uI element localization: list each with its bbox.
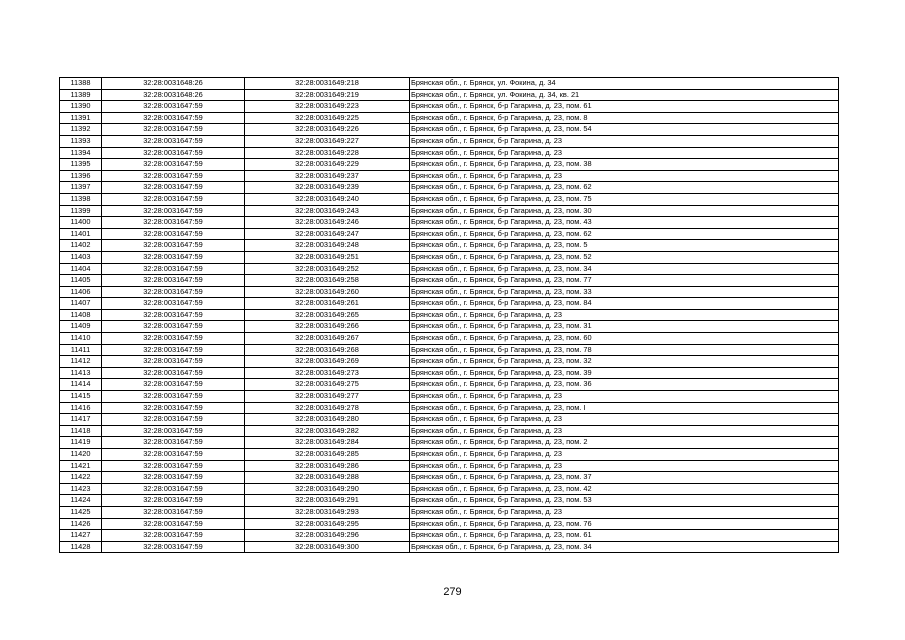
row-number-cell: 11425 <box>60 506 102 518</box>
row-number-cell: 11414 <box>60 379 102 391</box>
object-cadastral-cell: 32:28:0031649:225 <box>245 112 410 124</box>
address-cell: Брянская обл., г. Брянск, б-р Гагарина, д. 23 <box>410 449 839 461</box>
object-cadastral-cell: 32:28:0031649:296 <box>245 530 410 542</box>
address-cell: Брянская обл., г. Брянск, б-р Гагарина, д. 23, пом. 36 <box>410 379 839 391</box>
parcel-cadastral-cell: 32:28:0031647:59 <box>102 159 245 171</box>
address-cell: Брянская обл., г. Брянск, б-р Гагарина, д. 23 <box>410 506 839 518</box>
table-row <box>60 89 839 101</box>
row-number-cell: 11427 <box>60 530 102 542</box>
table-row <box>60 449 839 461</box>
address-cell: Брянская обл., г. Брянск, б-р Гагарина, д. 23, пом. 32 <box>410 356 839 368</box>
address-cell: Брянская обл., г. Брянск, б-р Гагарина, д. 23, пом. 62 <box>410 182 839 194</box>
address-cell: Брянская обл., г. Брянск, б-р Гагарина, д. 23, пом. 76 <box>410 518 839 530</box>
address-cell: Брянская обл., г. Брянск, б-р Гагарина, д. 23, пом. 61 <box>410 530 839 542</box>
parcel-cadastral-cell: 32:28:0031647:59 <box>102 228 245 240</box>
table-row <box>60 159 839 171</box>
row-number-cell: 11395 <box>60 159 102 171</box>
object-cadastral-cell: 32:28:0031649:295 <box>245 518 410 530</box>
address-cell: Брянская обл., г. Брянск, б-р Гагарина, д. 23 <box>410 147 839 159</box>
row-number-cell: 11389 <box>60 89 102 101</box>
address-cell: Брянская обл., г. Брянск, б-р Гагарина, д. 23, пом. 5 <box>410 240 839 252</box>
table-row <box>60 193 839 205</box>
object-cadastral-cell: 32:28:0031649:247 <box>245 228 410 240</box>
object-cadastral-cell: 32:28:0031649:219 <box>245 89 410 101</box>
object-cadastral-cell: 32:28:0031649:261 <box>245 298 410 310</box>
parcel-cadastral-cell: 32:28:0031647:59 <box>102 124 245 136</box>
address-cell: Брянская обл., г. Брянск, б-р Гагарина, д. 23, пом. 84 <box>410 298 839 310</box>
address-cell: Брянская обл., г. Брянск, б-р Гагарина, д. 23, пом. 31 <box>410 321 839 333</box>
object-cadastral-cell: 32:28:0031649:240 <box>245 193 410 205</box>
object-cadastral-cell: 32:28:0031649:277 <box>245 391 410 403</box>
table-row <box>60 228 839 240</box>
address-cell: Брянская обл., г. Брянск, б-р Гагарина, д. 23, пом. 34 <box>410 263 839 275</box>
parcel-cadastral-cell: 32:28:0031647:59 <box>102 379 245 391</box>
parcel-cadastral-cell: 32:28:0031647:59 <box>102 391 245 403</box>
table-row <box>60 170 839 182</box>
object-cadastral-cell: 32:28:0031649:291 <box>245 495 410 507</box>
table-row <box>60 437 839 449</box>
object-cadastral-cell: 32:28:0031649:282 <box>245 425 410 437</box>
object-cadastral-cell: 32:28:0031649:237 <box>245 170 410 182</box>
table-row <box>60 217 839 229</box>
parcel-cadastral-cell: 32:28:0031647:59 <box>102 286 245 298</box>
object-cadastral-cell: 32:28:0031649:258 <box>245 275 410 287</box>
parcel-cadastral-cell: 32:28:0031647:59 <box>102 135 245 147</box>
object-cadastral-cell: 32:28:0031649:275 <box>245 379 410 391</box>
table-row <box>60 530 839 542</box>
address-cell: Брянская обл., г. Брянск, б-р Гагарина, д. 23, пом. 33 <box>410 286 839 298</box>
table-row <box>60 263 839 275</box>
page-number: 279 <box>443 586 462 598</box>
parcel-cadastral-cell: 32:28:0031647:59 <box>102 147 245 159</box>
address-cell: Брянская обл., г. Брянск, б-р Гагарина, д. 23, пом. 39 <box>410 367 839 379</box>
row-number-cell: 11405 <box>60 275 102 287</box>
table-row <box>60 101 839 113</box>
parcel-cadastral-cell: 32:28:0031647:59 <box>102 414 245 426</box>
parcel-cadastral-cell: 32:28:0031647:59 <box>102 541 245 553</box>
row-number-cell: 11428 <box>60 541 102 553</box>
row-number-cell: 11417 <box>60 414 102 426</box>
address-cell: Брянская обл., г. Брянск, б-р Гагарина, д. 23, пом. 34 <box>410 541 839 553</box>
registry-table-body <box>60 78 839 553</box>
row-number-cell: 11396 <box>60 170 102 182</box>
parcel-cadastral-cell: 32:28:0031648:26 <box>102 89 245 101</box>
row-number-cell: 11398 <box>60 193 102 205</box>
registry-table <box>59 77 839 553</box>
address-cell: Брянская обл., г. Брянск, б-р Гагарина, д. 23 <box>410 460 839 472</box>
table-row <box>60 402 839 414</box>
object-cadastral-cell: 32:28:0031649:290 <box>245 483 410 495</box>
address-cell: Брянская обл., г. Брянск, б-р Гагарина, д. 23, пом. 2 <box>410 437 839 449</box>
row-number-cell: 11415 <box>60 391 102 403</box>
row-number-cell: 11410 <box>60 333 102 345</box>
parcel-cadastral-cell: 32:28:0031647:59 <box>102 321 245 333</box>
parcel-cadastral-cell: 32:28:0031647:59 <box>102 495 245 507</box>
address-cell: Брянская обл., г. Брянск, б-р Гагарина, д. 23, пом. 62 <box>410 228 839 240</box>
row-number-cell: 11397 <box>60 182 102 194</box>
address-cell: Брянская обл., г. Брянск, б-р Гагарина, д. 23, пом. I <box>410 402 839 414</box>
address-cell: Брянская обл., г. Брянск, б-р Гагарина, д. 23 <box>410 425 839 437</box>
table-row <box>60 541 839 553</box>
table-row <box>60 112 839 124</box>
row-number-cell: 11411 <box>60 344 102 356</box>
parcel-cadastral-cell: 32:28:0031647:59 <box>102 460 245 472</box>
address-cell: Брянская обл., г. Брянск, б-р Гагарина, д. 23, пом. 52 <box>410 251 839 263</box>
parcel-cadastral-cell: 32:28:0031647:59 <box>102 437 245 449</box>
row-number-cell: 11394 <box>60 147 102 159</box>
parcel-cadastral-cell: 32:28:0031647:59 <box>102 356 245 368</box>
table-row <box>60 135 839 147</box>
parcel-cadastral-cell: 32:28:0031647:59 <box>102 101 245 113</box>
row-number-cell: 11420 <box>60 449 102 461</box>
table-row <box>60 286 839 298</box>
object-cadastral-cell: 32:28:0031649:229 <box>245 159 410 171</box>
parcel-cadastral-cell: 32:28:0031647:59 <box>102 170 245 182</box>
parcel-cadastral-cell: 32:28:0031647:59 <box>102 205 245 217</box>
table-row <box>60 78 839 90</box>
parcel-cadastral-cell: 32:28:0031647:59 <box>102 217 245 229</box>
parcel-cadastral-cell: 32:28:0031647:59 <box>102 309 245 321</box>
table-row <box>60 240 839 252</box>
row-number-cell: 11388 <box>60 78 102 90</box>
parcel-cadastral-cell: 32:28:0031647:59 <box>102 367 245 379</box>
row-number-cell: 11404 <box>60 263 102 275</box>
object-cadastral-cell: 32:28:0031649:252 <box>245 263 410 275</box>
object-cadastral-cell: 32:28:0031649:223 <box>245 101 410 113</box>
table-row <box>60 483 839 495</box>
row-number-cell: 11408 <box>60 309 102 321</box>
table-row <box>60 391 839 403</box>
table-row <box>60 472 839 484</box>
address-cell: Брянская обл., г. Брянск, б-р Гагарина, д. 23, пом. 54 <box>410 124 839 136</box>
object-cadastral-cell: 32:28:0031649:288 <box>245 472 410 484</box>
address-cell: Брянская обл., г. Брянск, б-р Гагарина, д. 23 <box>410 309 839 321</box>
row-number-cell: 11423 <box>60 483 102 495</box>
parcel-cadastral-cell: 32:28:0031647:59 <box>102 425 245 437</box>
address-cell: Брянская обл., г. Брянск, ул. Фокина, д. 34 <box>410 78 839 90</box>
row-number-cell: 11406 <box>60 286 102 298</box>
object-cadastral-cell: 32:28:0031649:243 <box>245 205 410 217</box>
address-cell: Брянская обл., г. Брянск, б-р Гагарина, д. 23, пом. 75 <box>410 193 839 205</box>
parcel-cadastral-cell: 32:28:0031647:59 <box>102 449 245 461</box>
parcel-cadastral-cell: 32:28:0031647:59 <box>102 506 245 518</box>
table-row <box>60 309 839 321</box>
parcel-cadastral-cell: 32:28:0031647:59 <box>102 518 245 530</box>
table-row <box>60 356 839 368</box>
object-cadastral-cell: 32:28:0031649:265 <box>245 309 410 321</box>
object-cadastral-cell: 32:28:0031649:280 <box>245 414 410 426</box>
object-cadastral-cell: 32:28:0031649:228 <box>245 147 410 159</box>
parcel-cadastral-cell: 32:28:0031647:59 <box>102 182 245 194</box>
table-row <box>60 460 839 472</box>
row-number-cell: 11416 <box>60 402 102 414</box>
object-cadastral-cell: 32:28:0031649:248 <box>245 240 410 252</box>
address-cell: Брянская обл., г. Брянск, б-р Гагарина, д. 23 <box>410 135 839 147</box>
object-cadastral-cell: 32:28:0031649:267 <box>245 333 410 345</box>
parcel-cadastral-cell: 32:28:0031647:59 <box>102 263 245 275</box>
address-cell: Брянская обл., г. Брянск, б-р Гагарина, д. 23, пом. 30 <box>410 205 839 217</box>
row-number-cell: 11391 <box>60 112 102 124</box>
table-row <box>60 414 839 426</box>
parcel-cadastral-cell: 32:28:0031647:59 <box>102 402 245 414</box>
parcel-cadastral-cell: 32:28:0031647:59 <box>102 275 245 287</box>
object-cadastral-cell: 32:28:0031649:260 <box>245 286 410 298</box>
object-cadastral-cell: 32:28:0031649:278 <box>245 402 410 414</box>
address-cell: Брянская обл., г. Брянск, б-р Гагарина, д. 23, пом. 78 <box>410 344 839 356</box>
table-row <box>60 518 839 530</box>
address-cell: Брянская обл., г. Брянск, б-р Гагарина, д. 23 <box>410 414 839 426</box>
object-cadastral-cell: 32:28:0031649:269 <box>245 356 410 368</box>
table-row <box>60 124 839 136</box>
object-cadastral-cell: 32:28:0031649:286 <box>245 460 410 472</box>
address-cell: Брянская обл., г. Брянск, б-р Гагарина, д. 23, пом. 42 <box>410 483 839 495</box>
row-number-cell: 11409 <box>60 321 102 333</box>
parcel-cadastral-cell: 32:28:0031647:59 <box>102 344 245 356</box>
object-cadastral-cell: 32:28:0031649:251 <box>245 251 410 263</box>
table-row <box>60 495 839 507</box>
address-cell: Брянская обл., г. Брянск, б-р Гагарина, д. 23, пом. 37 <box>410 472 839 484</box>
row-number-cell: 11412 <box>60 356 102 368</box>
object-cadastral-cell: 32:28:0031649:246 <box>245 217 410 229</box>
object-cadastral-cell: 32:28:0031649:284 <box>245 437 410 449</box>
address-cell: Брянская обл., г. Брянск, б-р Гагарина, д. 23, пом. 77 <box>410 275 839 287</box>
table-row <box>60 321 839 333</box>
row-number-cell: 11400 <box>60 217 102 229</box>
row-number-cell: 11402 <box>60 240 102 252</box>
object-cadastral-cell: 32:28:0031649:227 <box>245 135 410 147</box>
table-row <box>60 333 839 345</box>
address-cell: Брянская обл., г. Брянск, б-р Гагарина, д. 23, пом. 61 <box>410 101 839 113</box>
address-cell: Брянская обл., г. Брянск, б-р Гагарина, д. 23, пом. 60 <box>410 333 839 345</box>
row-number-cell: 11407 <box>60 298 102 310</box>
address-cell: Брянская обл., г. Брянск, б-р Гагарина, д. 23, пом. 8 <box>410 112 839 124</box>
address-cell: Брянская обл., г. Брянск, б-р Гагарина, д. 23, пом. 43 <box>410 217 839 229</box>
parcel-cadastral-cell: 32:28:0031647:59 <box>102 251 245 263</box>
parcel-cadastral-cell: 32:28:0031647:59 <box>102 530 245 542</box>
row-number-cell: 11419 <box>60 437 102 449</box>
table-row <box>60 379 839 391</box>
row-number-cell: 11424 <box>60 495 102 507</box>
object-cadastral-cell: 32:28:0031649:300 <box>245 541 410 553</box>
address-cell: Брянская обл., г. Брянск, б-р Гагарина, д. 23, пом. 38 <box>410 159 839 171</box>
object-cadastral-cell: 32:28:0031649:285 <box>245 449 410 461</box>
address-cell: Брянская обл., г. Брянск, б-р Гагарина, д. 23, пом. 53 <box>410 495 839 507</box>
row-number-cell: 11403 <box>60 251 102 263</box>
row-number-cell: 11413 <box>60 367 102 379</box>
object-cadastral-cell: 32:28:0031649:268 <box>245 344 410 356</box>
row-number-cell: 11390 <box>60 101 102 113</box>
row-number-cell: 11399 <box>60 205 102 217</box>
table-row <box>60 425 839 437</box>
parcel-cadastral-cell: 32:28:0031647:59 <box>102 193 245 205</box>
object-cadastral-cell: 32:28:0031649:226 <box>245 124 410 136</box>
table-row <box>60 205 839 217</box>
table-row <box>60 275 839 287</box>
table-row <box>60 298 839 310</box>
row-number-cell: 11401 <box>60 228 102 240</box>
address-cell: Брянская обл., г. Брянск, б-р Гагарина, д. 23 <box>410 391 839 403</box>
object-cadastral-cell: 32:28:0031649:239 <box>245 182 410 194</box>
table-row <box>60 251 839 263</box>
parcel-cadastral-cell: 32:28:0031647:59 <box>102 472 245 484</box>
row-number-cell: 11426 <box>60 518 102 530</box>
object-cadastral-cell: 32:28:0031649:273 <box>245 367 410 379</box>
table-row <box>60 147 839 159</box>
table-row <box>60 506 839 518</box>
object-cadastral-cell: 32:28:0031649:266 <box>245 321 410 333</box>
object-cadastral-cell: 32:28:0031649:293 <box>245 506 410 518</box>
table-row <box>60 344 839 356</box>
row-number-cell: 11392 <box>60 124 102 136</box>
row-number-cell: 11393 <box>60 135 102 147</box>
row-number-cell: 11418 <box>60 425 102 437</box>
parcel-cadastral-cell: 32:28:0031647:59 <box>102 298 245 310</box>
parcel-cadastral-cell: 32:28:0031647:59 <box>102 112 245 124</box>
object-cadastral-cell: 32:28:0031649:218 <box>245 78 410 90</box>
row-number-cell: 11422 <box>60 472 102 484</box>
parcel-cadastral-cell: 32:28:0031647:59 <box>102 333 245 345</box>
parcel-cadastral-cell: 32:28:0031648:26 <box>102 78 245 90</box>
address-cell: Брянская обл., г. Брянск, б-р Гагарина, д. 23 <box>410 170 839 182</box>
parcel-cadastral-cell: 32:28:0031647:59 <box>102 240 245 252</box>
address-cell: Брянская обл., г. Брянск, ул. Фокина, д. 34, кв. 21 <box>410 89 839 101</box>
table-row <box>60 182 839 194</box>
table-row <box>60 367 839 379</box>
parcel-cadastral-cell: 32:28:0031647:59 <box>102 483 245 495</box>
row-number-cell: 11421 <box>60 460 102 472</box>
